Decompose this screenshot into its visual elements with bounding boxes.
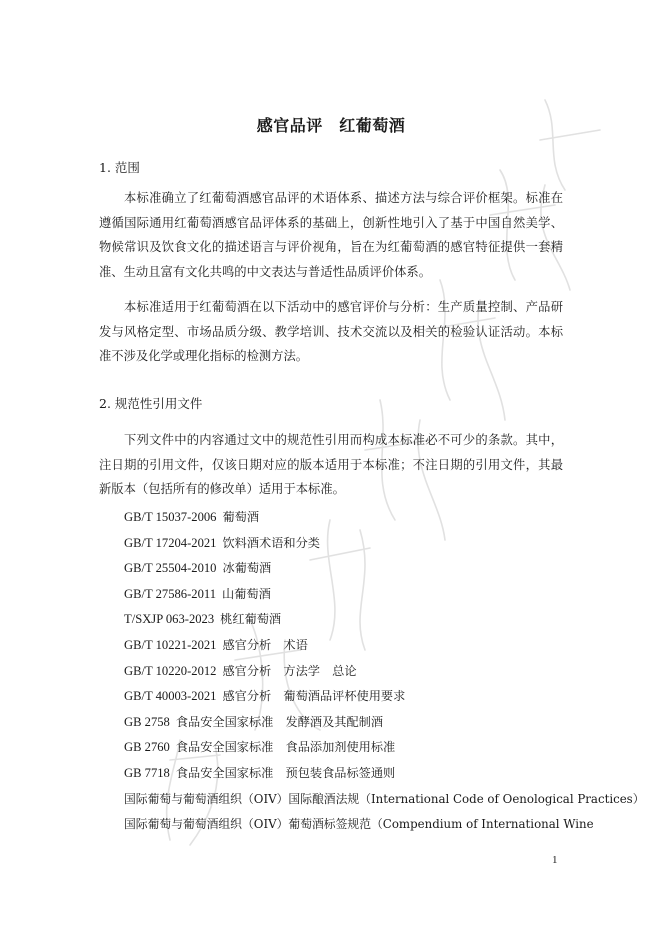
reference-name: 食品安全国家标准 预包装食品标签通则: [175, 765, 396, 780]
reference-item: [124, 661, 645, 687]
scope-paragraph-1: 本标准确立了红葡萄酒感官品评的术语体系、描述方法与综合评价框架。标准在遵循国际通用红葡萄酒感官品评体系的基础上，创新性地引入了基于中国自然美学、物候常识及饮食文化的描述语言与评价视角，旨在为红葡萄酒的感官特征提供一套精准、生动且富有文化共鸣的中文表达与普适性品质评价体系。: [99, 191, 563, 279]
reference-name: 感官分析 方法学 总论: [222, 663, 357, 678]
reference-item: [124, 763, 645, 789]
reference-name: 食品安全国家标准 食品添加剂使用标准: [175, 740, 396, 755]
reference-name: 山葡萄酒: [222, 586, 271, 601]
section-heading-normative-references: 2. 规范性引用文件: [99, 396, 203, 411]
reference-code: GB/T 15037-2006: [124, 510, 217, 524]
scope-paragraph-2: 本标准适用于红葡萄酒在以下活动中的感官评价与分析：生产质量控制、产品研发与风格定型、市场品质分级、教学培训、技术交流以及相关的检验认证活动。本标准不涉及化学或理化指标的检测方法。: [99, 300, 563, 363]
reference-item: [124, 533, 645, 559]
reference-name: 食品安全国家标准 发酵酒及其配制酒: [175, 714, 384, 729]
reference-item: [124, 584, 645, 610]
section-heading-scope: 1. 范围: [99, 160, 140, 175]
reference-item: [124, 635, 645, 661]
reference-text: 国际葡萄与葡萄酒组织（OIV）葡萄酒标签规范（Compendium of International Wine: [124, 817, 594, 832]
reference-item: [124, 737, 645, 763]
reference-list: [124, 507, 645, 840]
reference-code: GB 2760: [124, 740, 170, 755]
reference-name: 葡萄酒: [222, 510, 260, 524]
reference-item: [124, 507, 645, 533]
normative-references-paragraph: 下列文件中的内容通过文中的规范性引用而构成本标准必不可少的条款。其中，注日期的引用文件，仅该日期对应的版本适用于本标准；不注日期的引用文件，其最新版本（包括所有的修改单）适用于本标准。: [99, 433, 563, 496]
reference-name: 饮料酒术语和分类: [222, 535, 320, 550]
reference-item: [124, 609, 645, 635]
document-title: 感官品评 红葡萄酒: [256, 116, 406, 135]
reference-code: GB/T 17204-2021: [124, 535, 217, 550]
reference-code: GB/T 10221-2021: [124, 637, 217, 652]
reference-code: GB/T 25504-2010: [124, 561, 217, 576]
reference-code: GB/T 10220-2012: [124, 663, 217, 678]
reference-item-oiv-labelling: [124, 814, 645, 840]
reference-code: T/SXJP 063-2023: [124, 612, 215, 627]
reference-code: GB/T 27586-2011: [124, 586, 217, 601]
reference-code: GB/T 40003-2021: [124, 689, 217, 704]
reference-text: 国际葡萄与葡萄酒组织（OIV）国际酿酒法规（International Code of Oenological Practices）: [124, 791, 645, 806]
reference-name: 感官分析 术语: [222, 637, 308, 652]
reference-name: 桃红葡萄酒: [220, 612, 282, 627]
reference-code: GB 2758: [124, 714, 170, 729]
page-number: 1: [552, 854, 558, 866]
reference-code: GB 7718: [124, 765, 170, 780]
reference-item: [124, 558, 645, 584]
reference-item-oiv-code: [124, 789, 645, 815]
reference-item: [124, 686, 645, 712]
reference-name: 冰葡萄酒: [222, 561, 272, 576]
reference-name: 感官分析 葡萄酒品评杯使用要求: [222, 689, 406, 704]
reference-item: [124, 712, 645, 738]
